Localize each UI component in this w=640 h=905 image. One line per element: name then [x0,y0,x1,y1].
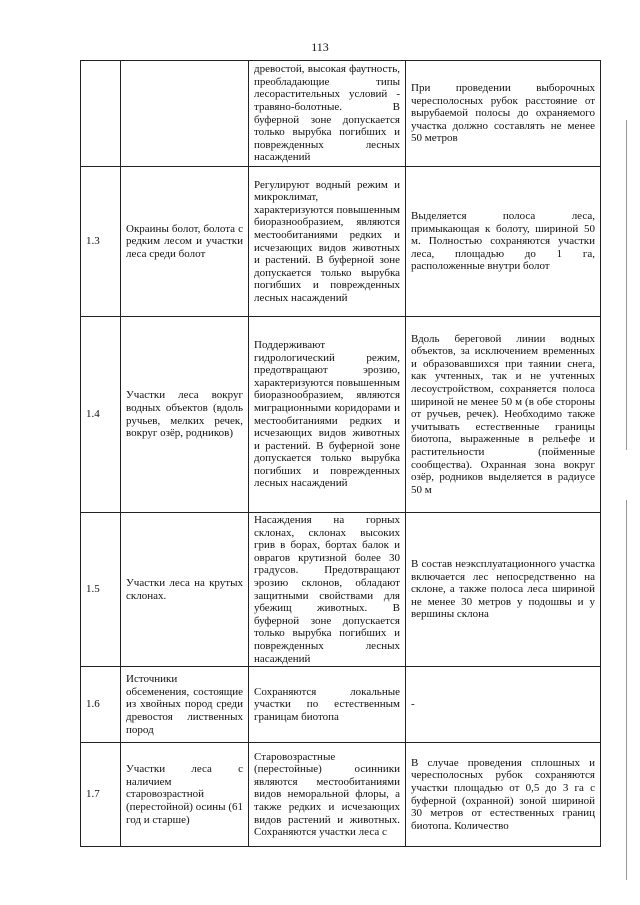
biotope-description: Поддерживают гидрологический режим, предотвращают эрозию, характеризуются повышенным биоразнообразием, являются миграционными коридорами и местообитаниями редких и исчезающих видов животных и растений. В буферной зоне допускается только вырубка погибших и поврежденных лесных насаждений [249,317,406,513]
protection-measures: При проведении выборочных чересполосных рубок расстояние от вырубаемой полосы до охраняемого участка должно составлять не менее 50 метров [406,61,601,167]
protection-measures: Выделяется полоса леса, примыкающая к болоту, шириной 50 м. Полностью сохраняются участки леса, площадью до 1 га, расположенные внутри болот [406,167,601,317]
biotope-description: древостой, высокая фаутность, преобладающие типы лесорастительных условий - травяно-болотные. В буферной зоне допускается только вырубка погибших и поврежденных лесных насаждений [249,61,406,167]
row-number: 1.4 [81,317,121,513]
table-row [81,167,601,317]
scan-margin-line-lower [626,500,627,880]
table-row [81,667,601,743]
table-row [81,513,601,667]
row-number: 1.3 [81,167,121,317]
biotope-table [80,60,601,847]
biotope-description: Регулируют водный режим и микроклимат, характеризуются повышенным биоразнообразием, являются местообитаниями редких и исчезающих видов животных и растений. В буферной зоне допускается только вырубка погибших и поврежденных лесных насаждений [249,167,406,317]
biotope-name: Источники обсеменения, состоящие из хвойных пород среди древостоя лиственных пород [121,667,249,743]
biotope-name [121,61,249,167]
protection-measures: Вдоль береговой линии водных объектов, за исключением временных и образовавшихся при таянии снега, как учтенных, так и не учтенных лесоустройством, сохраняется полоса шириной не менее 50 м (в обе стороны от ручьев, речек). Необходимо также учитывать естественные границы биотопа, выраженные в рельефе и растительности (пойменные сообщества). Охранная зона вокруг озёр, родников выделяется в радиусе 50 м [406,317,601,513]
row-number [81,61,121,167]
scan-margin-line [626,120,627,450]
protection-measures: В случае проведения сплошных и чересполосных рубок сохраняются участки площадью от 0,5 до 3 га с буферной (охранной) зоной шириной 30 метров от естественных границ биотопа. Количество [406,743,601,847]
row-number: 1.7 [81,743,121,847]
table-row [81,743,601,847]
protection-measures: - [406,667,601,743]
table-row [81,61,601,167]
page-number: 113 [311,40,329,54]
biotope-description: Старовозрастные (перестойные) осинники являются местообитаниями видов неморальной флоры, а также редких и исчезающих видов растений и животных. Сохраняются участки леса с [249,743,406,847]
protection-measures: В состав неэксплуатационного участка включается лес непосредственно на склоне, а также полоса леса шириной не менее 30 метров у подошвы и у вершины склона [406,513,601,667]
biotope-name: Участки леса вокруг водных объектов (вдоль ручьев, мелких речек, вокруг озёр, родников) [121,317,249,513]
row-number: 1.6 [81,667,121,743]
biotope-name: Участки леса на крутых склонах. [121,513,249,667]
row-number: 1.5 [81,513,121,667]
biotope-name: Окраины болот, болота с редким лесом и участки леса среди болот [121,167,249,317]
biotope-name: Участки леса с наличием старовозрастной (перестойной) осины (61 год и старше) [121,743,249,847]
biotope-description: Насаждения на горных склонах, склонах высоких грив в борах, бортах балок и оврагов крутизной более 30 градусов. Предотвращают эрозию склонов, обладают защитными свойствами для убежищ животных. В буферной зоне допускается только вырубка погибших и поврежденных лесных насаждений [249,513,406,667]
table-row [81,317,601,513]
biotope-description: Сохраняются локальные участки по естественным границам биотопа [249,667,406,743]
